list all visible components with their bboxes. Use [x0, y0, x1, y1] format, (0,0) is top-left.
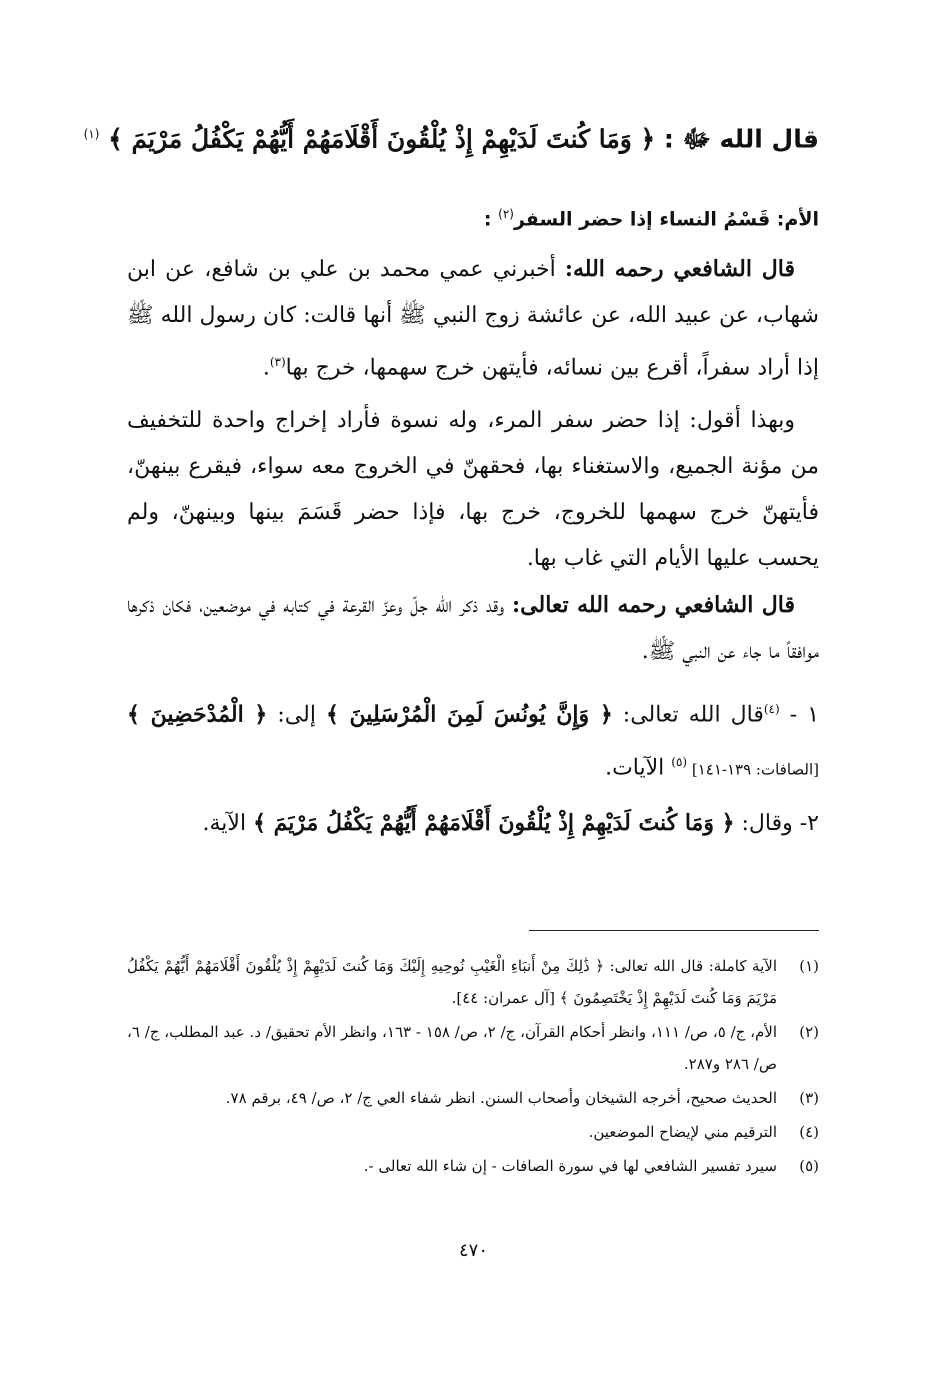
heading-verse: ﴿ وَمَا كُنتَ لَدَيْهِمْ إِذْ يُلْقُونَ أَقْلَامَهُمْ أَيُّهُمْ يَكْفُلُ مَرْيَمَ ﴾	[108, 124, 656, 154]
footnote-marker-5[interactable]: (٥)	[671, 755, 688, 770]
footnote-marker-1[interactable]: (١)	[83, 127, 100, 141]
heading-prefix: قال الله ﷻ :	[655, 124, 819, 154]
footnote-5	[127, 1150, 819, 1182]
list-number: ٢-	[792, 811, 819, 836]
paragraph-lead: قال الشافعي رحمه الله تعالى:	[512, 592, 795, 618]
footnote-2	[127, 1016, 819, 1080]
paragraph-text: أخبرني عمي محمد بن علي بن شافع، عن ابن شهاب، عن عبيد الله، عن عائشة زوج النبي ﷺ أنها قالت: كان رسول الله ﷺ إذا أراد سفراً، أقرع بين نسائه، فأيتهن خرج سهمها، خرج بها	[127, 257, 819, 381]
footnote-divider	[529, 930, 819, 931]
verse-mudhadin: ﴿ الْمُدْحَضِينَ ﴾	[127, 701, 268, 728]
list-intro: وقال:	[734, 811, 793, 836]
section-subheading	[119, 196, 819, 237]
paragraph-end: .	[262, 355, 270, 381]
list-item-2	[127, 800, 819, 847]
surah-reference: [الصافات: ١٣٩-١٤١]	[687, 760, 819, 779]
list-intro: قال الله تعالى:	[612, 702, 764, 728]
paragraph-lead: قال الشافعي رحمه الله:	[564, 256, 795, 282]
footnotes	[127, 950, 819, 1184]
paragraph-quran-mentions	[127, 582, 819, 675]
footnote-number: (٥)	[799, 1157, 819, 1175]
footnote-text: الآية كاملة: قال الله تعالى: ﴿ ذَٰلِكَ مِنْ أَنبَاءِ الْغَيْبِ نُوحِيهِ إِلَيْكَ وَمَا كُنتَ لَدَيْهِمْ إِذْ يُلْقُونَ أَقْلَامَهُمْ أَيُّهُمْ يَكْفُلُ مَرْيَمَ وَمَا كُنتَ لَدَيْهِمْ إِذْ يَخْتَصِمُونَ ﴾ [آل عمران: ٤٤].	[127, 957, 777, 1007]
footnote-number: (٤)	[799, 1123, 819, 1141]
footnote-marker-2[interactable]: (٢)	[498, 207, 514, 221]
page-number: ٤٧٠	[458, 1240, 488, 1261]
list-end: الآية.	[202, 811, 254, 836]
footnote-marker-4[interactable]: (٤)	[763, 702, 780, 716]
verse-maryam: ﴿ وَمَا كُنتَ لَدَيْهِمْ إِذْ يُلْقُونَ أَقْلَامَهُمْ أَيُّهُمْ يَكْفُلُ مَرْيَمَ ﴾	[253, 810, 735, 836]
paragraph-opinion	[127, 398, 819, 582]
footnote-text: سيرد تفسير الشافعي لها في سورة الصافات - إن شاء الله تعالى -.	[363, 1157, 777, 1175]
paragraph-text: وقد ذكر الله جلّ وعزّ القرعة في كتابه في موضعين، فكان ذكرها موافقاً ما جاء عن النبي ﷺ.	[127, 593, 819, 664]
paragraph-text: وبهذا أقول: إذا حضر سفر المرء، وله نسوة فأراد إخراج واحدة للتخفيف من مؤنة الجميع، والاستغناء بها، فحقهنّ في الخروج معه سواء، فيقرع بينهنّ، فأيتهنّ خرج سهمها للخروج، خرج بها، فإذا حضر قَسَمَ بينها وبينهنّ، ولم يحسب عليها الأيام التي غاب بها.	[127, 408, 819, 571]
verse-yunus: ﴿ وَإِنَّ يُونُسَ لَمِنَ الْمُرْسَلِينَ ﴾	[325, 701, 613, 728]
footnote-number: (٢)	[799, 1023, 819, 1041]
list-to: إلى:	[267, 702, 326, 728]
footnote-text: الترقيم مني لإيضاح الموضعين.	[588, 1123, 777, 1141]
footnote-text: الحديث صحيح، أخرجه الشيخان وأصحاب السنن. انظر شفاء العي ج/ ٢، ص/ ٤٩، برقم ٧٨.	[225, 1089, 777, 1107]
footnote-1	[127, 950, 819, 1014]
footnote-3	[127, 1082, 819, 1114]
list-item-1	[127, 686, 819, 793]
footnote-4	[127, 1116, 819, 1148]
verse-heading	[83, 112, 819, 161]
subheading-text: الأم: قَسْمُ النساء إذا حضر السفر	[513, 208, 819, 231]
footnote-number: (١)	[799, 957, 819, 975]
footnote-marker-3[interactable]: (٣)	[269, 355, 286, 369]
footnote-text: الأم، ج/ ٥، ص/ ١١١، وانظر أحكام القرآن، ج/ ٢، ص/ ١٥٨ - ١٦٣، وانظر الأم تحقيق/ د. عبد المطلب، ج/ ٦، ص/ ٢٨٦ و٢٨٧.	[127, 1023, 778, 1073]
footnote-number: (٣)	[799, 1089, 819, 1107]
list-end: الآيات.	[605, 755, 672, 781]
paragraph-hadith	[127, 246, 819, 391]
subheading-colon: :	[483, 208, 492, 231]
list-number: ١ -	[779, 702, 820, 728]
